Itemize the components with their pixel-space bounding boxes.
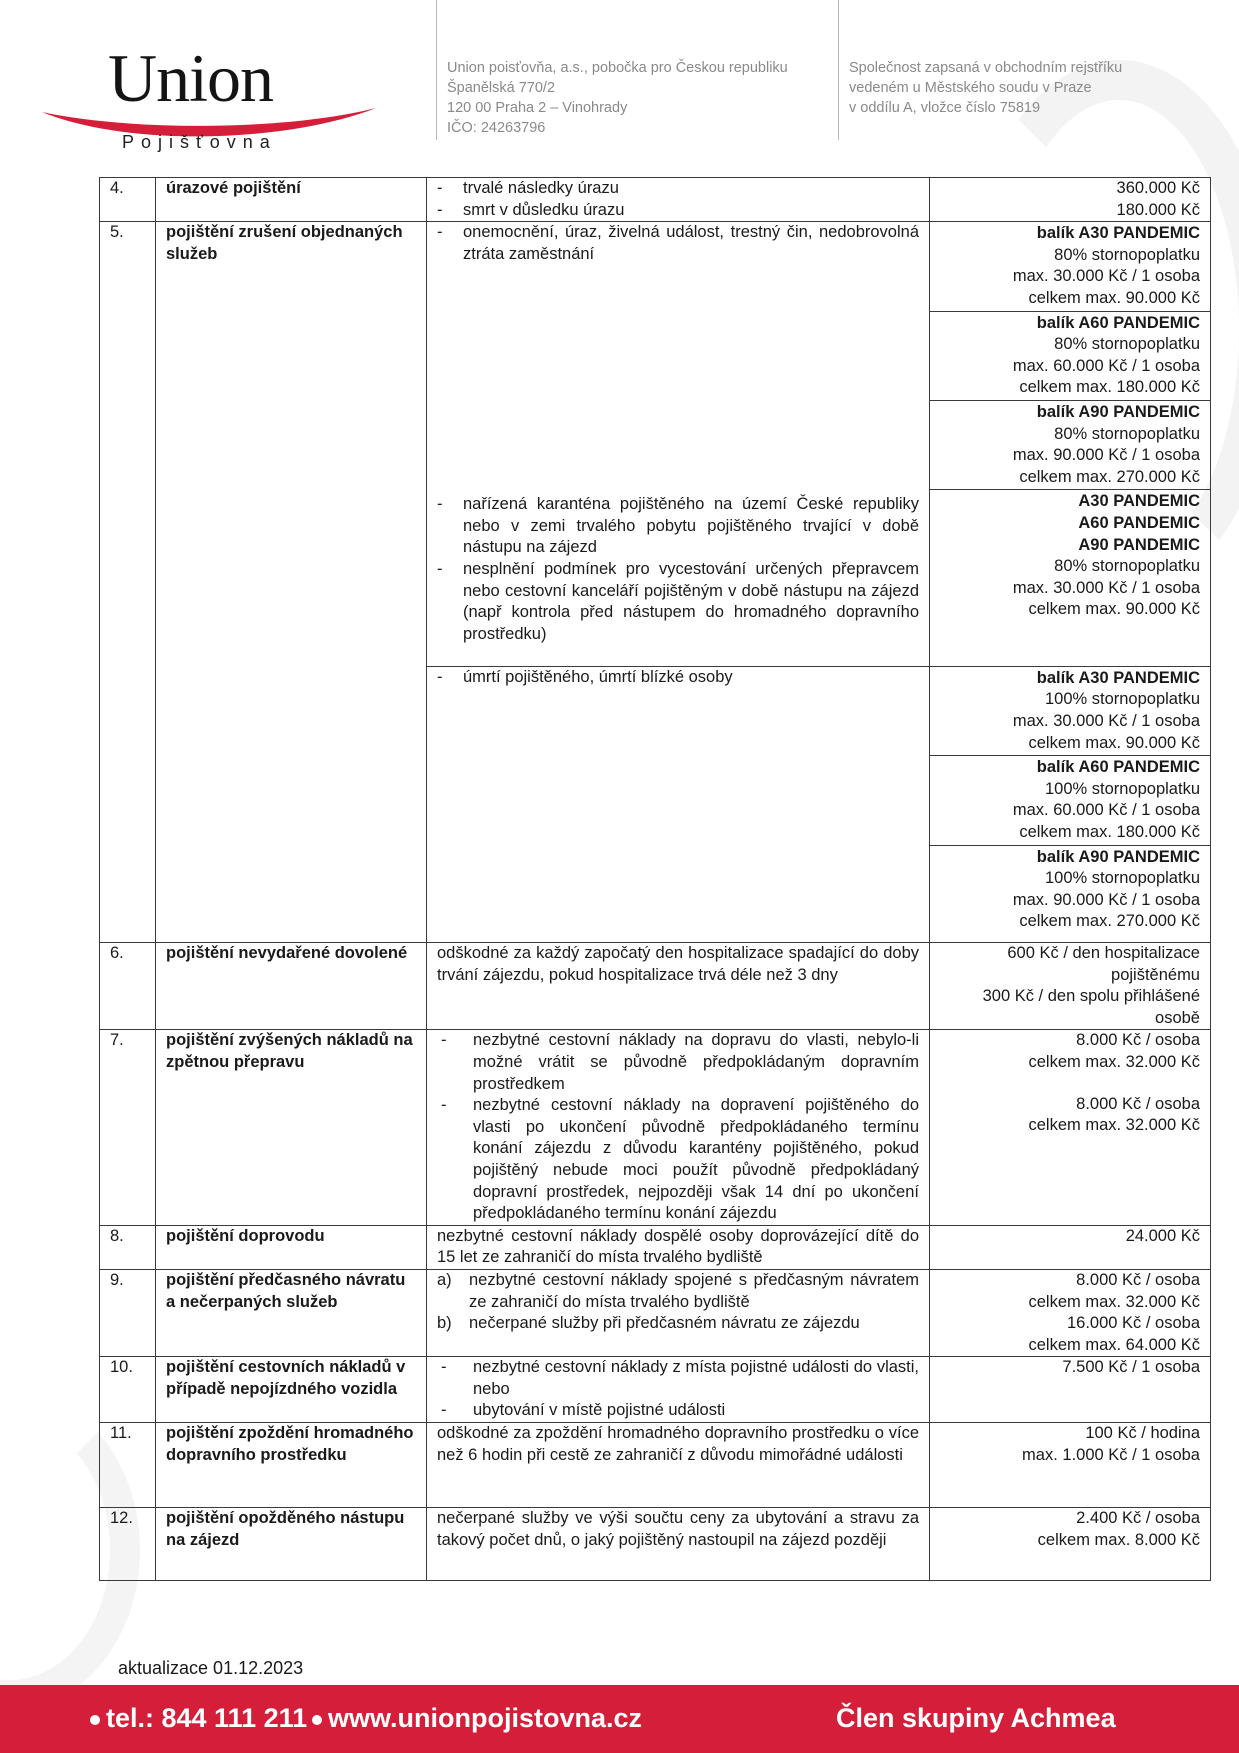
limit-line: 180.000 Kč	[1116, 200, 1200, 219]
limit-line: celkem max. 32.000 Kč	[1028, 1292, 1200, 1311]
limit-line: 80% stornopoplatku	[1054, 245, 1200, 264]
list-item: - trvalé následky úrazu	[437, 178, 919, 200]
package-title: balík A60 PANDEMIC	[1036, 758, 1200, 777]
list-item: - nezbytné cestovní náklady na dopravení pojištěného do vlasti po ukončení původně předpokládaného termínu konání zájezdu z důvodu karantény pojištěného, pokud pojištěný nebude moci použít původně předpokládaný dopravní prostředek, nejpozději však 14 dní po ukončení předpokládaného termínu konání zájezdu	[437, 1095, 919, 1225]
package-title: A60 PANDEMIC	[1078, 513, 1200, 532]
address-line: Španělská 770/2	[447, 80, 556, 96]
table-row	[100, 1508, 1211, 1581]
row-description	[427, 666, 930, 942]
limit-line: max. 60.000 Kč / 1 osoba	[1012, 801, 1200, 820]
union-logo	[40, 40, 390, 160]
row-limit	[930, 943, 1211, 1030]
limit-line: 8.000 Kč / osoba	[1076, 1031, 1200, 1050]
update-date: aktualizace 01.12.2023	[118, 1658, 304, 1678]
row-limit	[930, 178, 1211, 222]
package-title: balík A30 PANDEMIC	[1036, 668, 1200, 687]
row-limit	[930, 1030, 1211, 1225]
table-row	[100, 1423, 1211, 1508]
limit-line: celkem max. 270.000 Kč	[1019, 912, 1200, 931]
list-item: - úmrtí pojištěného, úmrtí blízké osoby	[437, 667, 919, 689]
row-description: odškodné za každý započatý den hospitalizace spadající do doby trvání zájezdu, pokud hospitalizace trvá déle než 3 dny	[427, 943, 930, 1030]
limit-line: max. 30.000 Kč / 1 osoba	[1012, 267, 1200, 286]
limit-line: 80% stornopoplatku	[1054, 335, 1200, 354]
description-text: odškodné za zpoždění hromadného dopravního prostředku o více než 6 hodin při cestě ze zahraničí z důvodu mimořádné události	[437, 1424, 919, 1464]
row-name: pojištění cestovních nákladů v případě nepojízdného vozidla	[156, 1357, 427, 1423]
limit-line: 80% stornopoplatku	[1054, 557, 1200, 576]
row-description	[427, 1269, 930, 1356]
limit-line: max. 30.000 Kč / 1 osoba	[1012, 712, 1200, 731]
row-limit	[930, 666, 1211, 942]
registry-line: Společnost zapsaná v obchodním rejstříku	[849, 60, 1123, 76]
table-row	[100, 1030, 1211, 1225]
limit-line: celkem max. 90.000 Kč	[1028, 600, 1200, 619]
limit-package-a60	[930, 312, 1210, 401]
row-limit	[930, 1423, 1211, 1508]
row-limit	[930, 1269, 1211, 1356]
company-address	[436, 0, 836, 140]
limit-line: 600 Kč / den hospitalizace pojištěnému	[1007, 944, 1200, 984]
footer-member: Člen skupiny Achmea	[836, 1703, 1116, 1733]
limit-package-a90	[930, 846, 1210, 942]
limit-quarantine	[930, 490, 1210, 666]
list-marker: a)	[437, 1270, 452, 1289]
address-line: IČO: 24263796	[447, 120, 546, 136]
footer-phone[interactable]	[90, 1703, 307, 1734]
list-item: - nesplnění podmínek pro vycestování určených přepravcem nebo cestovní kanceláří pojištěným v době nástupu na zájezd (např kontrola před nástupem do hromadného dopravního prostředku)	[437, 559, 919, 645]
limit-package-a60	[930, 756, 1210, 845]
limit-line: max. 90.000 Kč / 1 osoba	[1012, 446, 1200, 465]
row-number: 5.	[100, 222, 156, 943]
row-number: 9.	[100, 1269, 156, 1356]
row-number: 4.	[100, 178, 156, 222]
row-name: úrazové pojištění	[156, 178, 427, 222]
table-row	[100, 943, 1211, 1030]
website-text: www.unionpojistovna.cz	[328, 1703, 643, 1733]
row-limit	[930, 222, 1211, 667]
package-title: balík A60 PANDEMIC	[1036, 313, 1200, 332]
list-text: nečerpané služby při předčasném návratu ze zájezdu	[469, 1314, 860, 1333]
limit-line: celkem max. 180.000 Kč	[1019, 823, 1200, 842]
limit-package-a30	[930, 222, 1210, 311]
row-name: pojištění opožděného nástupu na zájezd	[156, 1508, 427, 1581]
limit-line: 100% stornopoplatku	[1044, 779, 1200, 798]
row-description	[427, 178, 930, 222]
limit-line: 16.000 Kč / osoba	[1066, 1314, 1200, 1333]
row-number: 11.	[100, 1423, 156, 1508]
address-line: Union poisťovňa, a.s., pobočka pro Českou republiku	[447, 60, 788, 76]
list-item: - onemocnění, úraz, živelná událost, trestný čin, nedobrovolná ztráta zaměstnání	[437, 222, 919, 265]
limit-line: celkem max. 90.000 Kč	[1028, 288, 1200, 307]
list-item: - nezbytné cestovní náklady z místa pojistné události do vlasti, nebo	[437, 1357, 919, 1400]
limit-line: 300 Kč / den spolu přihlášené osobě	[982, 987, 1200, 1027]
limit-line: celkem max. 64.000 Kč	[1028, 1335, 1200, 1354]
limit-line: max. 60.000 Kč / 1 osoba	[1012, 356, 1200, 375]
row-number: 10.	[100, 1357, 156, 1423]
row-number: 12.	[100, 1508, 156, 1581]
row-name: pojištění nevydařené dovolené	[156, 943, 427, 1030]
package-title: balík A90 PANDEMIC	[1036, 847, 1200, 866]
limit-line: 100% stornopoplatku	[1044, 690, 1200, 709]
limit-line: 360.000 Kč	[1116, 179, 1200, 197]
row-description	[427, 1357, 930, 1423]
letterhead	[0, 0, 1239, 170]
limit-line: 8.000 Kč / osoba	[1076, 1094, 1200, 1113]
row-description	[427, 1423, 930, 1508]
row-number: 6.	[100, 943, 156, 1030]
bullet-icon	[312, 1715, 322, 1725]
bullet-icon	[90, 1715, 100, 1725]
package-title: balík A90 PANDEMIC	[1036, 402, 1200, 421]
row-name: pojištění zvýšených nákladů na zpětnou přepravu	[156, 1030, 427, 1225]
row-description	[427, 222, 930, 667]
insurance-table	[99, 177, 1211, 1581]
limit-line: celkem max. 32.000 Kč	[1028, 1052, 1200, 1071]
table-row	[100, 178, 1211, 222]
limit-line: celkem max. 32.000 Kč	[1028, 1116, 1200, 1135]
row-limit: 7.500 Kč / 1 osoba	[930, 1357, 1211, 1423]
company-registry	[838, 0, 1238, 140]
package-title: balík A30 PANDEMIC	[1036, 224, 1200, 243]
row-number: 7.	[100, 1030, 156, 1225]
package-title: A90 PANDEMIC	[1078, 535, 1200, 554]
logo-word: Union	[108, 40, 273, 116]
row-name: pojištění předčasného návratu a nečerpaných služeb	[156, 1269, 427, 1356]
logo-subtitle: Pojišťovna	[122, 132, 277, 152]
row-description	[427, 1508, 930, 1581]
limit-line: 8.000 Kč / osoba	[1076, 1270, 1200, 1289]
limit-package-a30	[930, 667, 1210, 756]
limit-line: celkem max. 180.000 Kč	[1019, 378, 1200, 397]
table-row	[100, 1269, 1211, 1356]
row-name: pojištění doprovodu	[156, 1225, 427, 1269]
list-marker: b)	[437, 1314, 452, 1333]
table-row	[100, 1357, 1211, 1423]
table-row	[100, 222, 1211, 667]
list-item	[437, 1313, 919, 1335]
phone-text: tel.: 844 111 211	[106, 1703, 308, 1733]
limit-line: 100 Kč / hodina	[1085, 1424, 1200, 1443]
limit-line: max. 1.000 Kč / 1 osoba	[1022, 1445, 1200, 1464]
limit-package-a90	[930, 401, 1210, 490]
list-item: - smrt v důsledku úrazu	[437, 200, 919, 222]
registry-line: v oddílu A, vložce číslo 75819	[849, 100, 1041, 116]
row-name: pojištění zpoždění hromadného dopravního prostředku	[156, 1423, 427, 1508]
limit-line: celkem max. 90.000 Kč	[1028, 733, 1200, 752]
limit-line: celkem max. 8.000 Kč	[1037, 1530, 1200, 1549]
table-row	[100, 1225, 1211, 1269]
row-name: pojištění zrušení objednaných služeb	[156, 222, 427, 943]
description-text: nečerpané služby ve výši součtu ceny za ubytování a stravu za takový počet dnů, o jaký pojištěný nastoupil na zájezd později	[437, 1509, 919, 1549]
limit-line: 2.400 Kč / osoba	[1076, 1509, 1200, 1528]
row-limit	[930, 1508, 1211, 1581]
row-limit: 24.000 Kč	[930, 1225, 1211, 1269]
list-item: - nezbytné cestovní náklady na dopravu do vlasti, nebylo-li možné vrátit se původně předpokládaným dopravním prostředkem	[437, 1030, 919, 1095]
limit-line: max. 30.000 Kč / 1 osoba	[1012, 578, 1200, 597]
list-item	[437, 1270, 919, 1313]
list-item: - ubytování v místě pojistné události	[437, 1400, 919, 1422]
limit-line: 80% stornopoplatku	[1054, 424, 1200, 443]
row-number: 8.	[100, 1225, 156, 1269]
footer-bar	[0, 1685, 1239, 1753]
limit-line: celkem max. 270.000 Kč	[1019, 467, 1200, 486]
limit-line: 100% stornopoplatku	[1044, 869, 1200, 888]
package-title: A30 PANDEMIC	[1078, 492, 1200, 511]
footer-website-link[interactable]	[312, 1703, 642, 1734]
row-description	[427, 1030, 930, 1225]
list-item: - nařízená karanténa pojištěného na území České republiky nebo v zemi trvalého pobytu pojištěného trvající v době nástupu na zájezd	[437, 494, 919, 559]
limit-line: max. 90.000 Kč / 1 osoba	[1012, 890, 1200, 909]
address-line: 120 00 Praha 2 – Vinohrady	[447, 100, 628, 116]
registry-line: vedeném u Městského soudu v Praze	[849, 80, 1092, 96]
list-text: nezbytné cestovní náklady spojené s předčasným návratem ze zahraničí do místa trvalého bydliště	[469, 1270, 919, 1311]
row-description: nezbytné cestovní náklady dospělé osoby doprovázející dítě do 15 let ze zahraničí do místa trvalého bydliště	[427, 1225, 930, 1269]
